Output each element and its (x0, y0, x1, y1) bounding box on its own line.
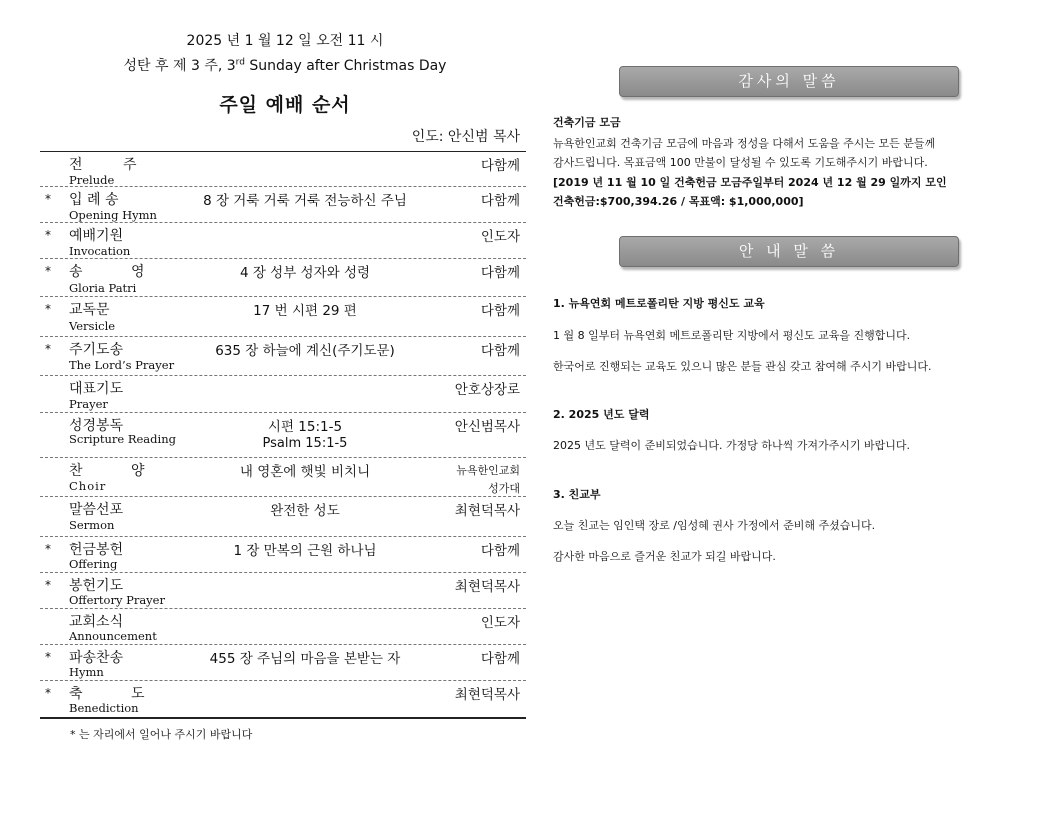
standing-marker: * (45, 228, 51, 242)
order-item-ko: 송 영 (69, 264, 167, 280)
choir-church: 뉴욕한인교회 (456, 464, 520, 477)
order-item-ko: 봉헌기도 (69, 578, 124, 594)
order-item-en: Offering (69, 557, 118, 571)
order-item-leader: 최현덕목사 (454, 579, 520, 595)
building-fund-total-1: [2019 년 11 월 10 일 건축헌금 모금주일부터 2024 년 12 월 29 일까지 모인 (553, 176, 947, 189)
order-item-detail: 635 장 하늘에 계신(주기도문) (215, 343, 395, 359)
season-sup: rd (235, 57, 245, 68)
order-item-en: Hymn (69, 665, 104, 679)
notice-3-text-2: 감사한 마음으로 즐거운 친교가 되길 바랍니다. (553, 550, 776, 563)
order-item-leader: 다함께 (480, 651, 520, 667)
order-row-announcement (40, 609, 526, 645)
standing-marker: * (45, 542, 51, 556)
order-item-en: Invocation (69, 244, 131, 258)
order-row-opening-hymn (40, 187, 526, 223)
order-item-detail: 1 장 만복의 근원 하나님 (233, 543, 377, 559)
order-item-detail: 17 번 시편 29 편 (253, 303, 357, 319)
order-item-en: Versicle (69, 319, 116, 333)
order-item-ko: 주기도송 (69, 342, 124, 358)
service-leader: 인도: 안신범 목사 (411, 129, 520, 145)
order-row-hymn (40, 645, 526, 681)
order-item-ko: 파송찬송 (69, 650, 124, 666)
thanks-banner: 감사의 말씀 (619, 66, 959, 97)
order-row-lords-prayer (40, 337, 526, 376)
order-item-leader: 다함께 (480, 265, 520, 281)
order-item-detail-en: Psalm 15:1-5 (262, 436, 348, 451)
notice-1-text-1: 1 월 8 일부터 뉴욕연회 메트로폴리탄 지방에서 평신도 교육을 진행합니다. (553, 329, 911, 342)
notice-2-text-1: 2025 년도 달력이 준비되었습니다. 가정당 하나씩 가져가주시기 바랍니다. (553, 439, 910, 452)
order-item-en: Choir (69, 479, 107, 493)
order-item-ko: 대표기도 (69, 381, 124, 397)
order-item-leader: 최현덕목사 (454, 503, 520, 519)
order-item-detail: 8 장 거룩 거룩 거룩 전능하신 주님 (203, 193, 407, 209)
order-item-en: The Lord’s Prayer (69, 358, 175, 372)
order-row-prelude (40, 152, 526, 187)
order-row-sermon (40, 497, 526, 537)
standing-footnote: * 는 자리에서 일어나 주시기 바랍니다 (70, 728, 253, 741)
order-item-detail: 완전한 성도 (270, 503, 340, 519)
order-item-leader: 안신범목사 (454, 419, 520, 435)
notices-banner: 안 내 말 씀 (619, 236, 959, 267)
order-item-ko: 헌금봉헌 (69, 542, 124, 558)
order-item-leader: 다함께 (480, 303, 520, 319)
notice-3-text-1: 오늘 친교는 임인택 장로 /임성혜 권사 가정에서 준비해 주셨습니다. (553, 519, 876, 532)
order-item-en: Gloria Patri (69, 281, 137, 295)
order-row-offering (40, 537, 526, 573)
order-item-leader: 다함께 (480, 158, 520, 174)
order-item-ko: 축 도 (69, 686, 167, 702)
order-row-invocation (40, 223, 526, 259)
order-item-ko: 입 례 송 (69, 192, 119, 208)
order-item-leader: 다함께 (480, 343, 520, 359)
order-row-benediction (40, 681, 526, 717)
order-item-detail: 4 장 성부 성자와 성령 (239, 265, 371, 281)
order-item-ko: 교회소식 (69, 614, 124, 630)
notice-3-heading: 3. 친교부 (553, 488, 601, 501)
order-row-prayer (40, 376, 526, 413)
order-item-ko: 교독문 (69, 302, 110, 318)
choir-name: 성가대 (488, 482, 520, 495)
order-item-detail: 내 영혼에 햇빛 비치니 (239, 464, 371, 480)
service-date: 2025 년 1 월 12 일 오전 11 시 (186, 33, 384, 49)
liturgical-season (40, 55, 530, 75)
page-title: 주일 예배 순서 (219, 94, 351, 116)
order-item-ko: 전 주 (69, 157, 155, 173)
order-item-en: Opening Hymn (69, 208, 157, 222)
order-item-en: Announcement (69, 629, 157, 643)
order-item-leader: 인도자 (480, 229, 520, 245)
standing-marker: * (45, 302, 51, 316)
order-row-gloria-patri (40, 259, 526, 297)
order-item-en: Benediction (69, 701, 139, 715)
building-fund-text-2: 감사드립니다. 목표금액 100 만불이 달성될 수 있도록 기도해주시기 바랍니다. (553, 156, 928, 169)
order-item-leader: 다함께 (480, 193, 520, 209)
standing-marker: * (45, 342, 51, 356)
worship-order-table (40, 151, 526, 719)
order-row-versicle (40, 297, 526, 337)
order-item-detail: 455 장 주님의 마음을 본받는 자 (209, 651, 401, 667)
season-prefix: 성탄 후 제 3 주, 3 (123, 58, 236, 74)
order-item-leader (456, 462, 520, 498)
order-item-detail: 시편 15:1-5 (267, 419, 343, 435)
order-item-ko: 예배기원 (69, 228, 124, 244)
order-item-en: Prelude (69, 173, 115, 187)
order-item-leader: 안호상장로 (454, 382, 520, 398)
order-item-leader: 최현덕목사 (454, 687, 520, 703)
order-row-offertory-prayer (40, 573, 526, 609)
order-item-en: Prayer (69, 397, 108, 411)
order-item-ko: 찬 양 (69, 463, 167, 479)
building-fund-total-2: 건축헌금:$700,394.26 / 목표액: $1,000,000] (553, 195, 804, 208)
order-item-ko: 성경봉독 (69, 418, 124, 434)
building-fund-heading: 건축기금 모금 (553, 116, 621, 129)
order-item-leader: 다함께 (480, 543, 520, 559)
order-row-scripture (40, 413, 526, 458)
building-fund-text-1: 뉴욕한인교회 건축기금 모금에 마음과 정성을 다해서 도움을 주시는 모든 분들께 (553, 137, 936, 150)
order-item-ko: 말씀선포 (69, 502, 124, 518)
standing-marker: * (45, 686, 51, 700)
order-item-en: Scripture Reading (69, 432, 176, 446)
standing-marker: * (45, 192, 51, 206)
standing-marker: * (45, 650, 51, 664)
season-suffix: Sunday after Christmas Day (244, 58, 447, 74)
notice-1-text-2: 한국어로 진행되는 교육도 있으니 많은 분들 관심 갖고 참여해 주시기 바랍니다. (553, 360, 932, 373)
standing-marker: * (45, 264, 51, 278)
notice-1-heading: 1. 뉴욕연회 메트로폴리탄 지방 평신도 교육 (553, 297, 765, 310)
standing-marker: * (45, 578, 51, 592)
order-item-leader: 인도자 (480, 615, 520, 631)
notice-2-heading: 2. 2025 년도 달력 (553, 408, 650, 421)
order-item-en: Offertory Prayer (69, 593, 165, 607)
order-row-choir (40, 458, 526, 497)
order-item-en: Sermon (69, 518, 115, 532)
